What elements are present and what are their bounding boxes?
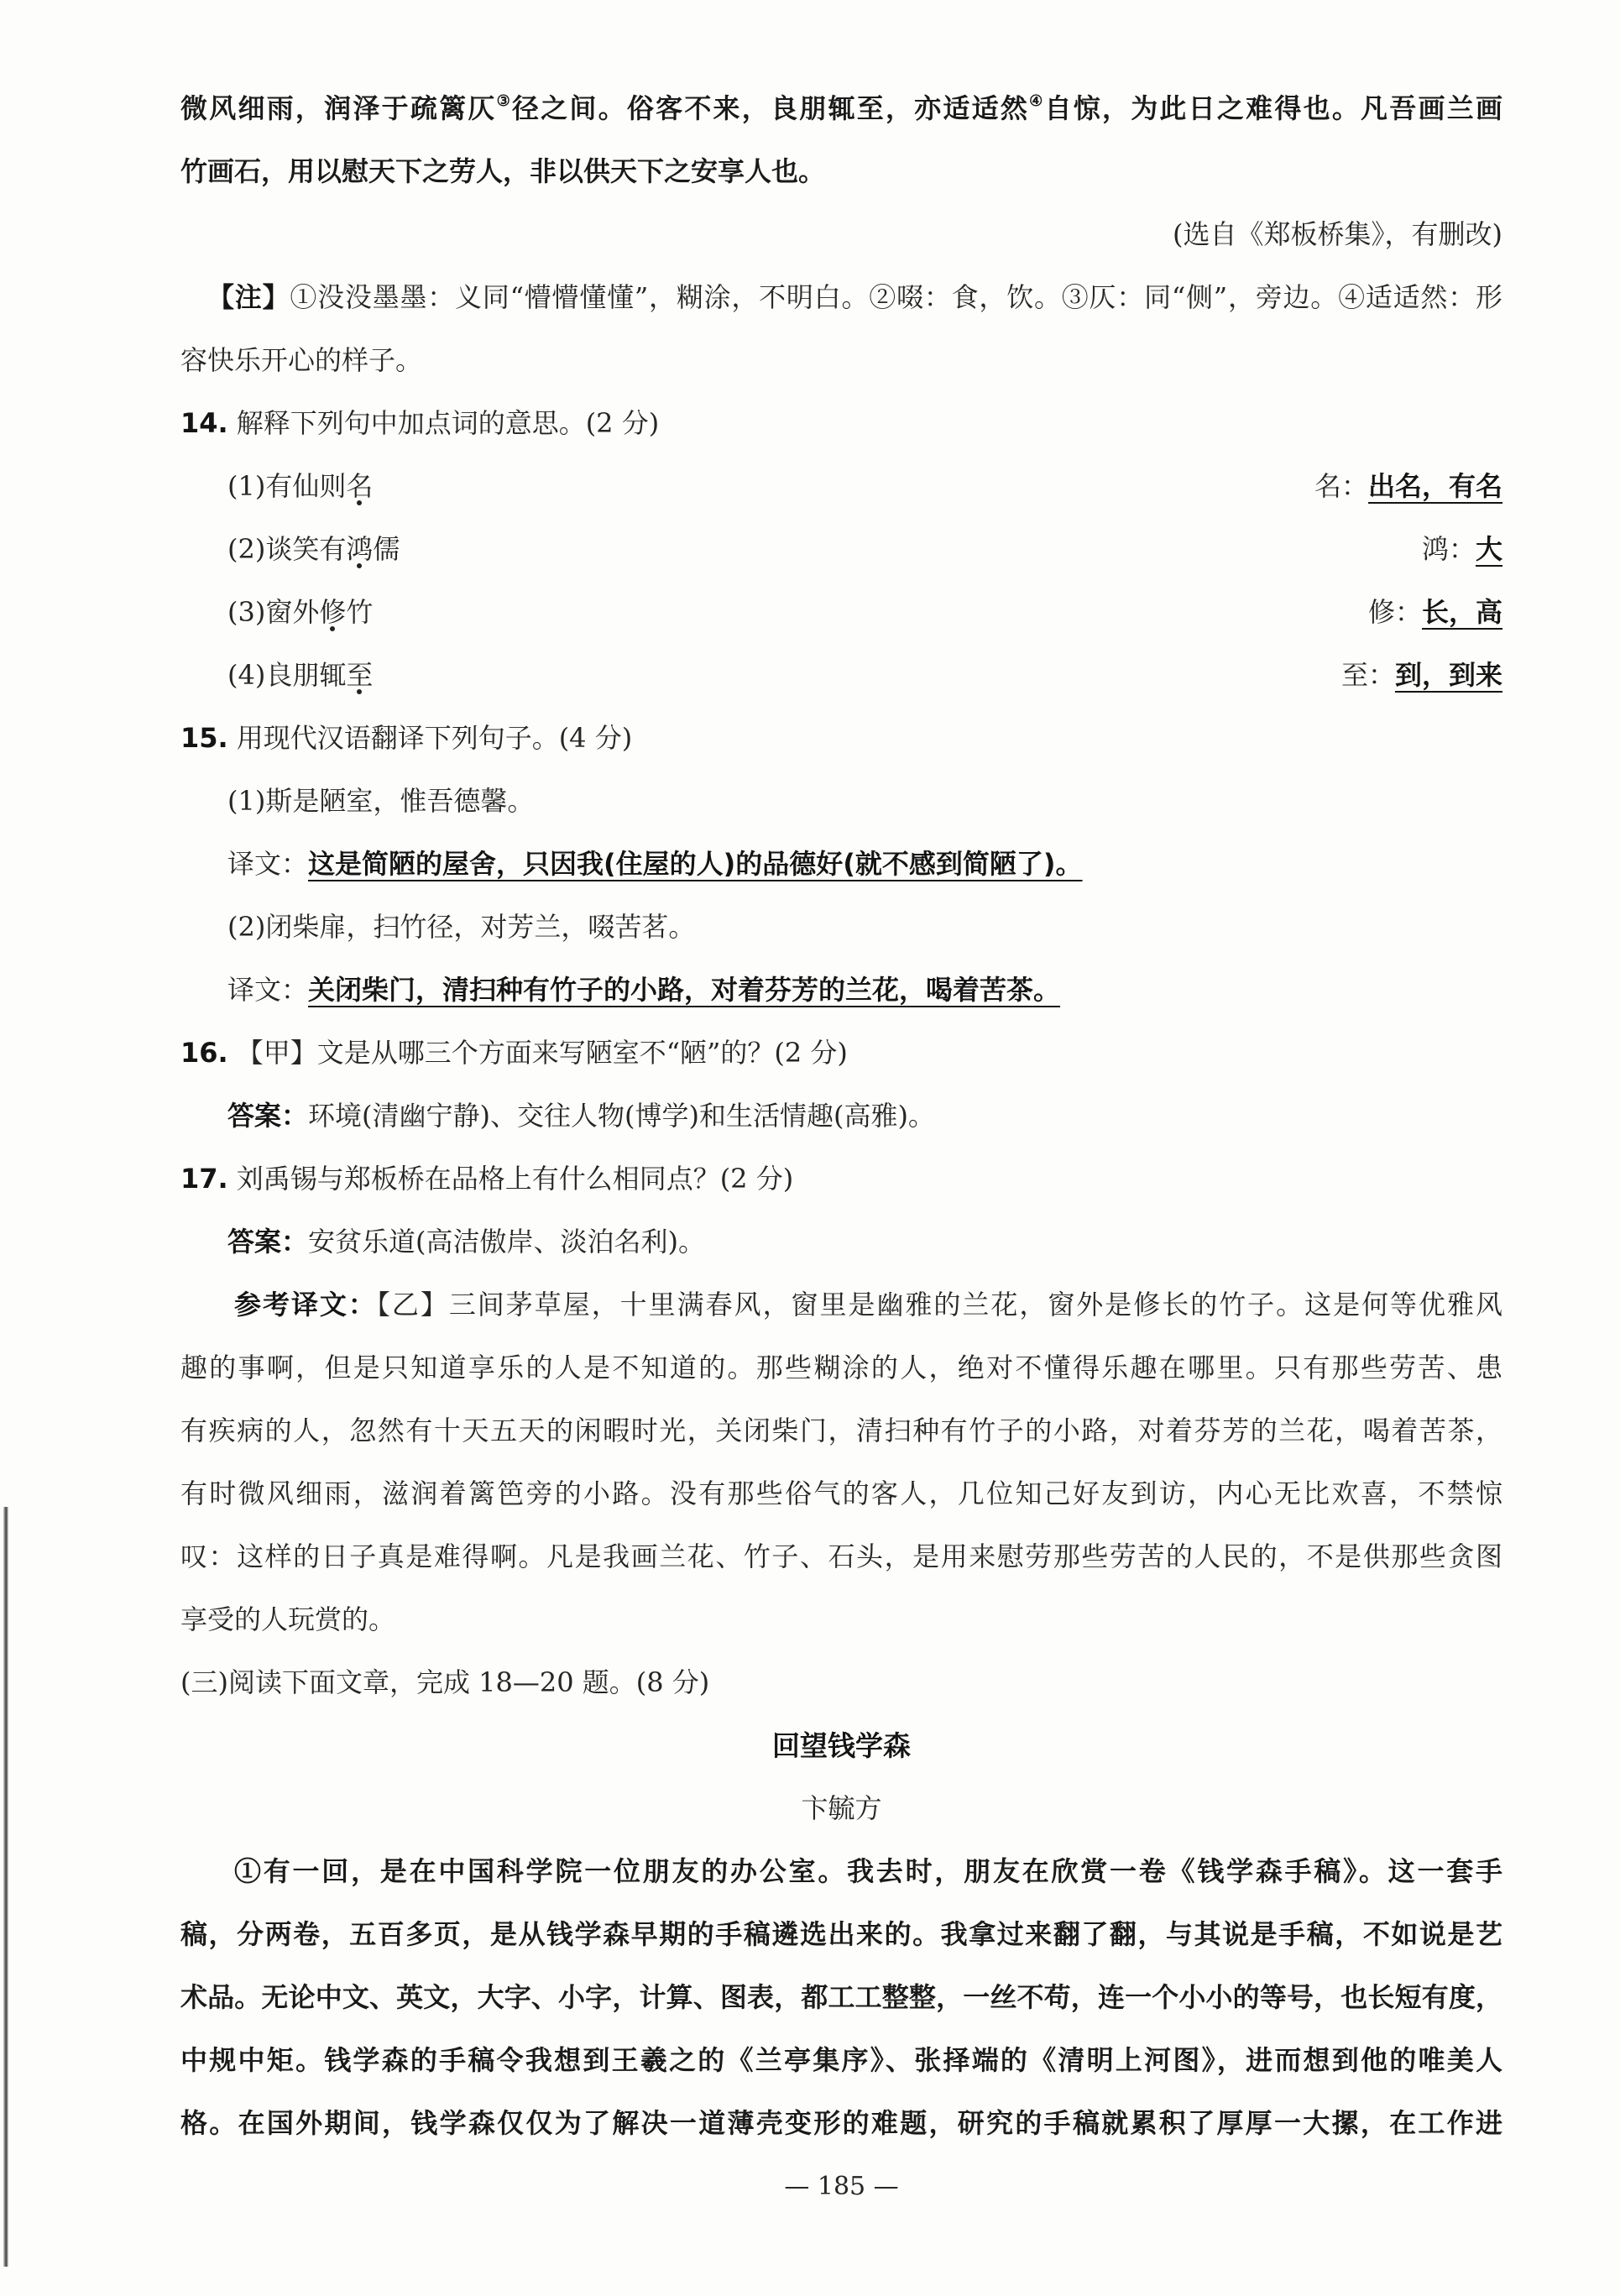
item-sentence-text: 良朋辄 [265, 659, 347, 691]
item-sentence-text: 斯是陋室，惟吾德馨。 [265, 785, 535, 817]
passage-line-2: 竹画石，用以慰天下之劳人，非以供天下之安享人也。 [180, 155, 826, 187]
vocab-item-1 [180, 455, 1502, 518]
item-label: (3) [227, 596, 266, 628]
answer-label: 答案： [227, 1100, 309, 1132]
item-sentence-text: 闭柴扉，扫竹径，对芳兰，啜苦茗。 [265, 911, 696, 943]
item-label: (2) [227, 533, 266, 565]
article-line-4: 中规中矩。钱学森的手稿令我想到王羲之的《兰亭集序》、张择端的《清明上河图》，进而想到他的唯美人 [180, 2044, 1502, 2076]
answer-key: 鸿： [1421, 533, 1476, 565]
note-label: 【注】 [207, 281, 290, 313]
passage-text: 自惊，为此日之难得也。凡吾画兰画 [1044, 92, 1502, 124]
item-sentence-text: 竹 [346, 596, 374, 628]
passage-text: 径之间。俗客不来，良朋辄至，亦适适然 [511, 92, 1030, 124]
item-sentence-text: 儒 [373, 533, 400, 565]
article-title: 回望钱学森 [772, 1729, 911, 1762]
source-citation: (选自《郑板桥集》，有删改) [1173, 218, 1502, 250]
answer-key: 名： [1314, 470, 1368, 502]
answer-key: 修： [1367, 596, 1422, 628]
answer-label: 答案： [227, 1226, 309, 1258]
article-line-5: 格。在国外期间，钱学森仅仅为了解决一道薄壳变形的难题，研究的手稿就累积了厚厚一大摞，在工作进 [180, 2107, 1502, 2139]
vocab-item-2 [180, 518, 1502, 581]
answer-text: 到，到来 [1394, 659, 1502, 691]
question-15 [180, 707, 1502, 770]
dotted-character: 至 [346, 659, 374, 691]
page-number: — 185 — [784, 2172, 899, 2201]
translate-answer-2 [180, 959, 1502, 1022]
footnote-marker: ③ [496, 92, 512, 110]
item-sentence-text: 谈笑有 [265, 533, 347, 565]
annotation-note-continued: 容快乐开心的样子。 [180, 344, 423, 376]
translation-line-3: 有疾病的人，忽然有十天五天的闲暇时光，关闭柴门，清扫种有竹子的小路，对着芬芳的兰花，喝着苦茶， [180, 1415, 1502, 1446]
translate-item-2 [180, 896, 1502, 959]
translation-label: 参考译文： [234, 1289, 377, 1321]
annotation-note [180, 266, 1502, 329]
question-prompt: 刘禹锡与郑板桥在品格上有什么相同点？(2 分) [236, 1163, 794, 1195]
vocab-item-4 [180, 644, 1502, 707]
question-prompt: 用现代汉语翻译下列句子。(4 分) [236, 722, 633, 754]
question-number: 14. [180, 407, 228, 439]
answer-text: 这是简陋的屋舍，只因我(住屋的人)的品德好(就不感到简陋了)。 [308, 848, 1083, 880]
answer-16 [180, 1085, 1502, 1148]
question-number: 16. [180, 1037, 228, 1069]
question-number: 17. [180, 1163, 228, 1195]
dotted-character: 修 [319, 596, 347, 628]
translation-line-5: 叹：这样的日子真是难得啊。凡是我画兰花、竹子、石头，是用来慰劳那些劳苦的人民的，不是供那些贪图 [180, 1540, 1502, 1572]
question-17 [180, 1148, 1502, 1211]
answer-key: 至： [1340, 659, 1395, 691]
article-author: 卞毓方 [801, 1792, 882, 1824]
question-prompt: 解释下列句中加点词的意思。(2 分) [236, 407, 660, 439]
article-line-2: 稿，分两卷，五百多页，是从钱学森早期的手稿遴选出来的。我拿过来翻了翻，与其说是手稿，不如说是艺 [180, 1918, 1502, 1950]
answer-text: 长，高 [1421, 596, 1502, 628]
item-sentence [227, 644, 373, 707]
item-label: (1) [227, 470, 266, 502]
item-sentence [227, 581, 373, 644]
translation-line-1 [180, 1274, 1502, 1336]
passage-text: 微风细雨，润泽于疏篱仄 [180, 92, 497, 124]
answer-17 [180, 1211, 1502, 1274]
note-text: ①没没墨墨：义同“懵懵懂懂”，糊涂，不明白。②啜：食，饮。③仄：同“侧”，旁边。④适适然：形 [290, 281, 1502, 313]
translation-line-4: 有时微风细雨，滋润着篱笆旁的小路。没有那些俗气的客人，几位知己好友到访，内心无比欢喜，不禁惊 [180, 1477, 1502, 1509]
dotted-character: 鸿 [346, 533, 374, 565]
passage-line-1 [180, 77, 1502, 140]
translation-line-2: 趣的事啊，但是只知道享乐的人是不知道的。那些糊涂的人，绝对不懂得乐趣在哪里。只有那些劳苦、患 [180, 1352, 1502, 1383]
section-heading: (三)阅读下面文章，完成 18—20 题。(8 分) [180, 1666, 710, 1698]
item-label: (4) [227, 659, 266, 691]
translate-answer-1 [180, 833, 1502, 896]
item-label: (2) [227, 911, 266, 943]
item-answer [1314, 455, 1502, 518]
page-content [180, 77, 1502, 2218]
question-14 [180, 392, 1502, 455]
item-sentence-text: 窗外 [265, 596, 320, 628]
translation-text: 【乙】三间茅草屋，十里满春风，窗里是幽雅的兰花，窗外是修长的竹子。这是何等优雅风 [376, 1289, 1502, 1321]
item-sentence-text: 有仙则 [265, 470, 347, 502]
answer-text: 关闭柴门，清扫种有竹子的小路，对着芬芳的兰花，喝着苦茶。 [308, 974, 1061, 1006]
item-answer [1368, 581, 1502, 644]
article-line-1: ①有一回，是在中国科学院一位朋友的办公室。我去时，朋友在欣赏一卷《钱学森手稿》。这一套手 [234, 1855, 1502, 1887]
answer-text: 出名，有名 [1367, 470, 1502, 502]
translation-line-6: 享受的人玩赏的。 [180, 1603, 396, 1635]
question-number: 15. [180, 722, 228, 754]
scan-edge-shadow [3, 1507, 8, 2267]
answer-label: 译文： [227, 848, 309, 880]
answer-label: 译文： [227, 974, 309, 1006]
dotted-character: 名 [346, 470, 374, 502]
question-16 [180, 1022, 1502, 1085]
answer-text: 大 [1475, 533, 1502, 565]
translate-item-1 [180, 770, 1502, 833]
answer-text: 环境(清幽宁静)、交往人物(博学)和生活情趣(高雅)。 [308, 1100, 935, 1132]
vocab-item-3 [180, 581, 1502, 644]
item-label: (1) [227, 785, 266, 817]
item-answer [1341, 644, 1502, 707]
item-sentence [227, 518, 400, 581]
answer-text: 安贫乐道(高洁傲岸、淡泊名利)。 [308, 1226, 705, 1258]
item-sentence [227, 455, 373, 518]
question-prompt: 【甲】文是从哪三个方面来写陋室不“陋”的？(2 分) [236, 1037, 848, 1069]
item-answer [1422, 518, 1502, 581]
footnote-marker: ④ [1029, 92, 1045, 110]
article-line-3: 术品。无论中文、英文，大字、小字，计算、图表，都工工整整，一丝不苟，连一个小小的等号，也长短有度， [180, 1981, 1502, 2013]
